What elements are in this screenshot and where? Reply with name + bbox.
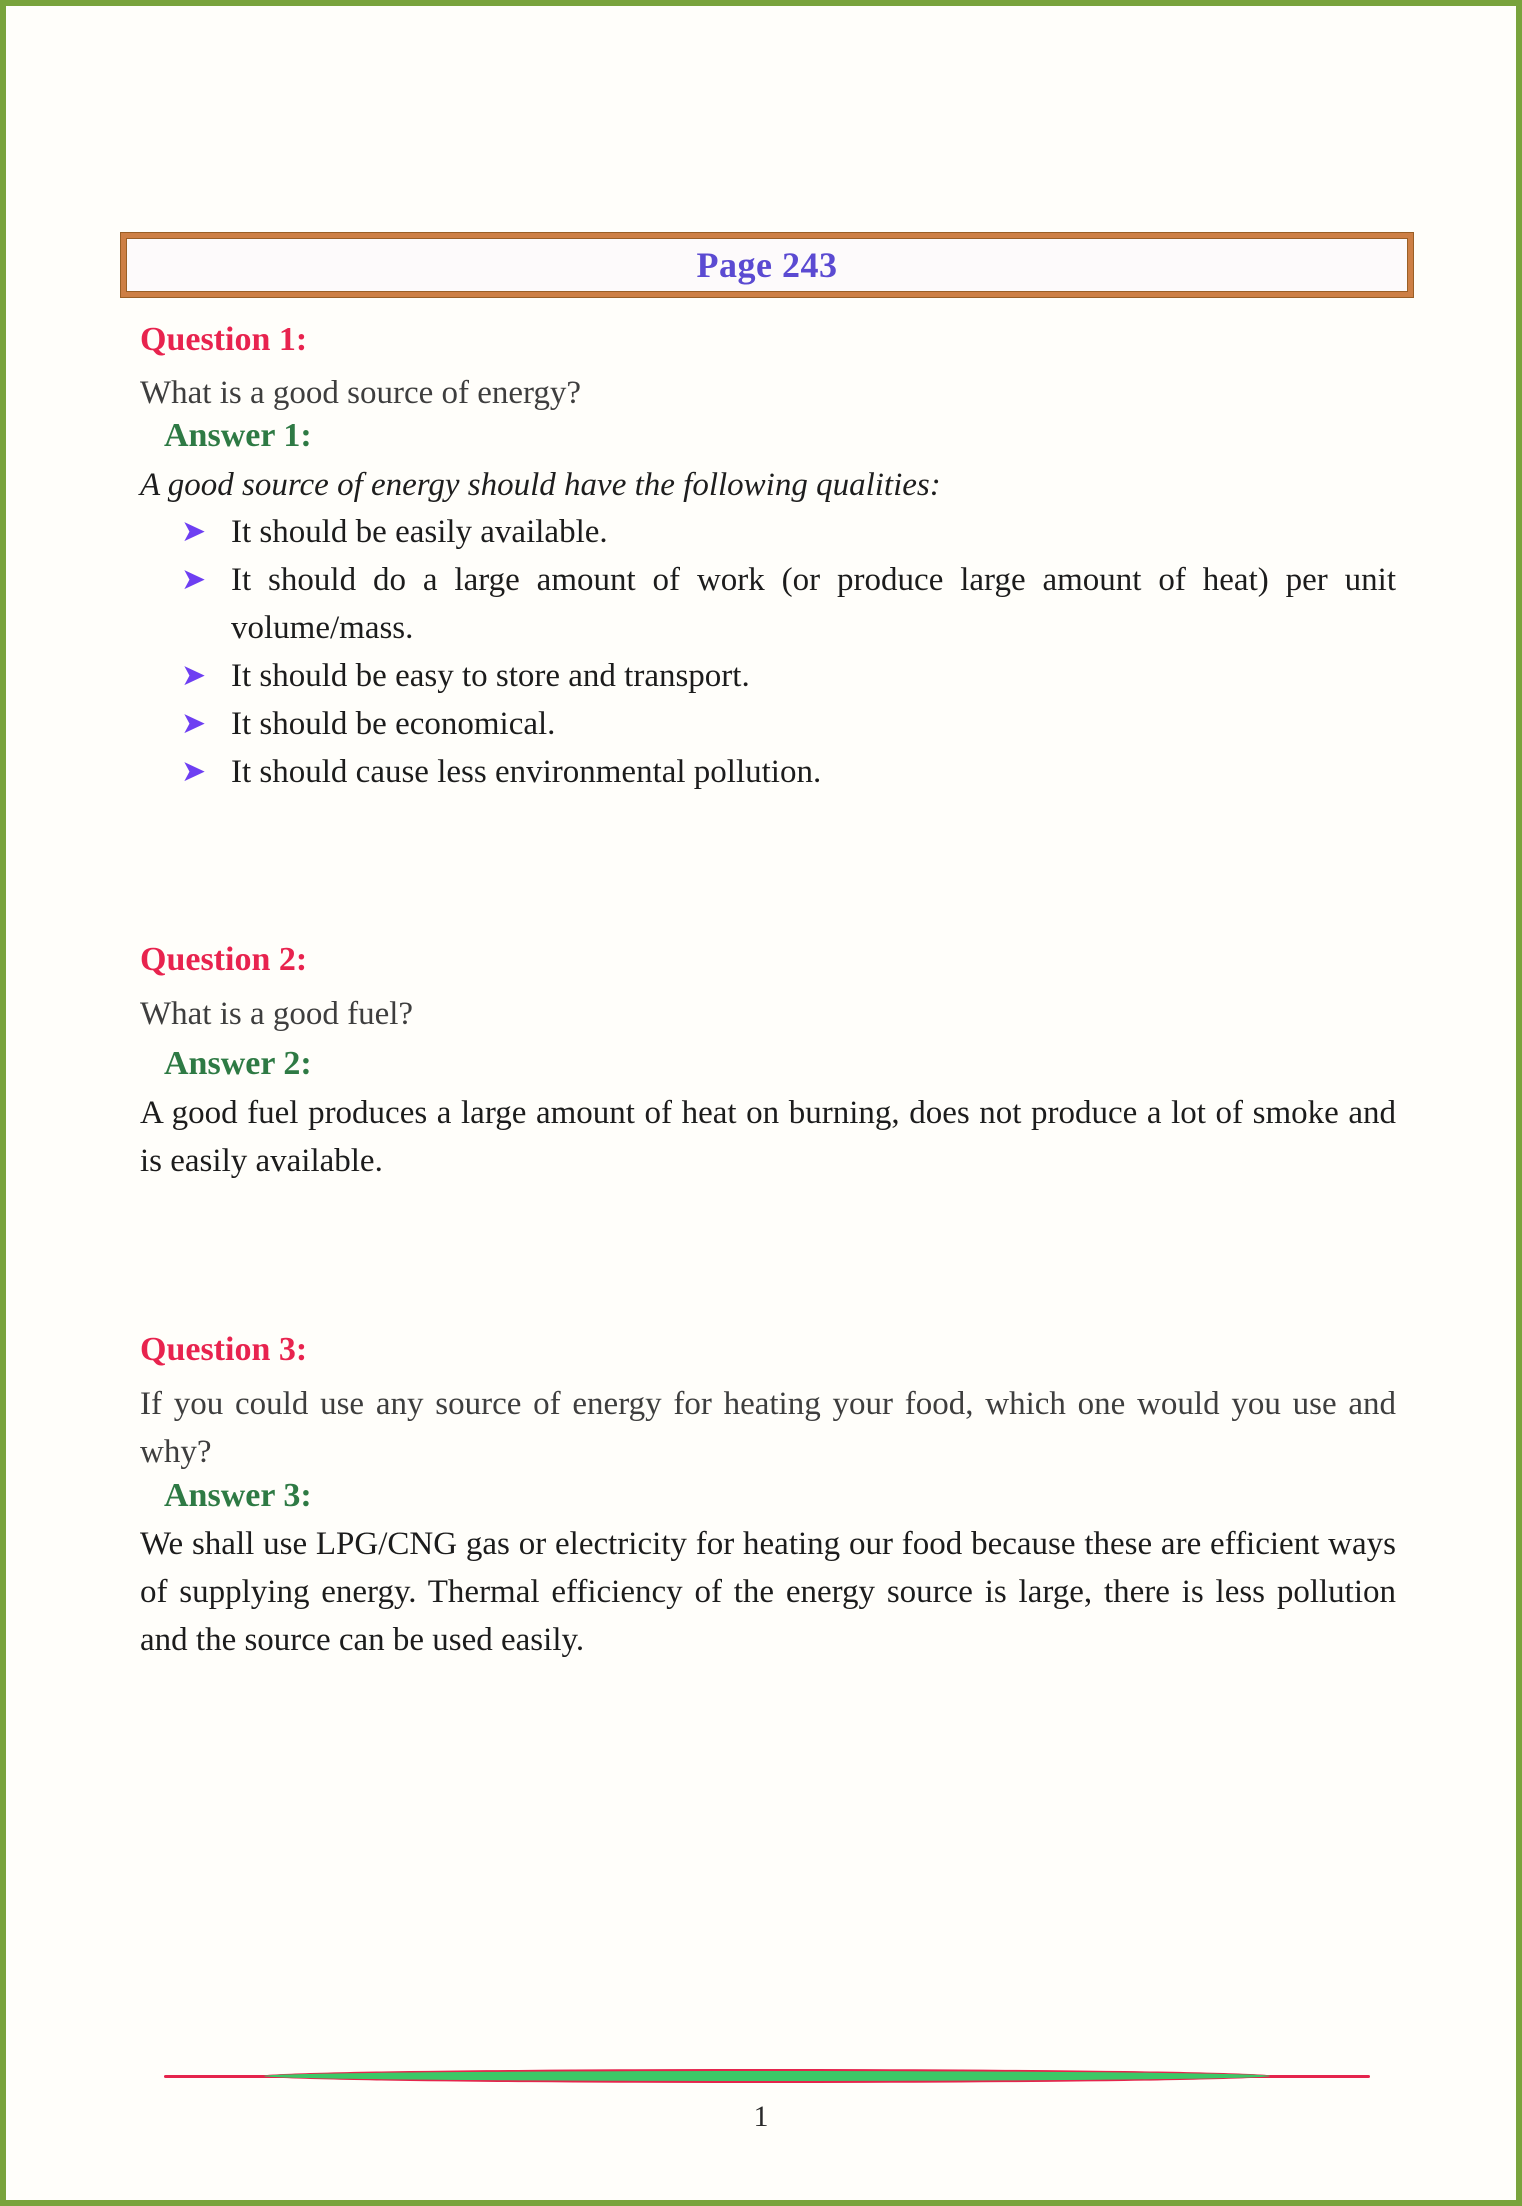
question-3-label: Question 3: (140, 1331, 308, 1368)
answer-3-text: We shall use LPG/CNG gas or electricity for heating our food because these are efficient ways of supplying energy. Thermal efficiency of the energy source is large, there is less pollution and the source can be used easily. (140, 1526, 1396, 1658)
page-number: 1 (753, 2100, 769, 2133)
answer-3-label: Answer 3: (164, 1477, 312, 1514)
bullet-item (181, 748, 1396, 796)
arrow-bullet-icon: ➤ (181, 659, 207, 692)
bullet-text: It should be easy to store and transport. (231, 658, 750, 694)
bullet-text: It should be economical. (231, 706, 556, 742)
bullet-text: It should do a large amount of work (or produce large amount of heat) per unit volume/mass. (231, 562, 1396, 646)
answer-2-label: Answer 2: (164, 1045, 312, 1082)
answer-2-text: A good fuel produces a large amount of heat on burning, does not produce a lot of smoke and is easily available. (140, 1095, 1396, 1179)
bullet-item (181, 700, 1396, 748)
question-3-text: If you could use any source of energy for heating your food, which one would you use and why? (140, 1386, 1396, 1470)
answer-1-bullet-list (181, 508, 1396, 796)
answer-1-label: Answer 1: (164, 417, 312, 454)
question-2-label: Question 2: (140, 941, 308, 978)
arrow-bullet-icon: ➤ (181, 755, 207, 788)
answer-1-intro: A good source of energy should have the following qualities: (140, 467, 941, 503)
arrow-bullet-icon: ➤ (181, 707, 207, 740)
bullet-text: It should cause less environmental pollution. (231, 754, 822, 790)
question-1-label: Question 1: (140, 321, 308, 358)
bullet-item (181, 652, 1396, 700)
bullet-text: It should be easily available. (231, 514, 608, 550)
divider-green-lens (262, 2069, 1272, 2083)
arrow-bullet-icon: ➤ (181, 563, 207, 596)
page-title: Page 243 (696, 245, 838, 285)
page-header-box (121, 233, 1413, 297)
arrow-bullet-icon: ➤ (181, 515, 207, 548)
question-1-text: What is a good source of energy? (140, 375, 582, 411)
bullet-item (181, 556, 1396, 652)
footer-divider (164, 2068, 1370, 2084)
question-2-text: What is a good fuel? (140, 996, 414, 1032)
bullet-item (181, 508, 1396, 556)
